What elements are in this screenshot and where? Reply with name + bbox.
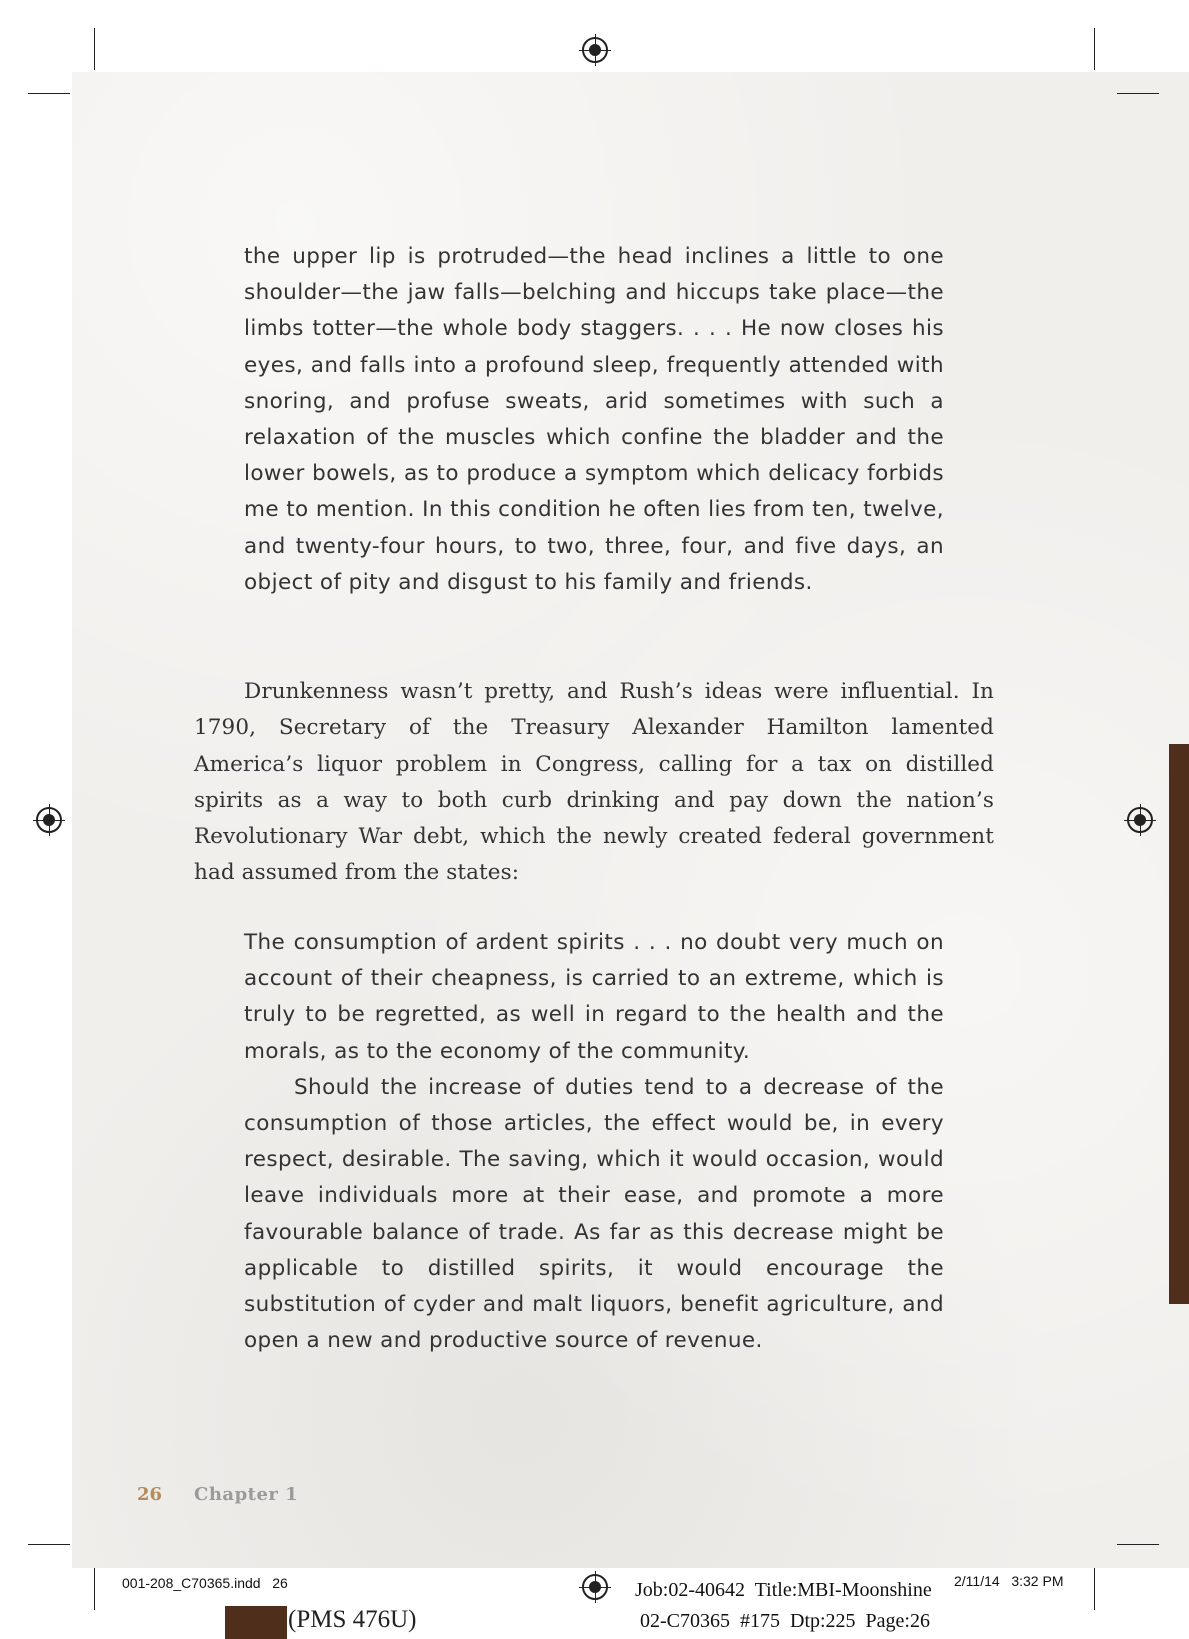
crop-mark-bottom-right-horizontal bbox=[1117, 1544, 1159, 1545]
registration-mark-icon bbox=[1127, 807, 1153, 833]
crop-mark-top-right-vertical bbox=[1094, 28, 1095, 70]
crop-mark-bottom-left-vertical bbox=[94, 1568, 95, 1610]
block-quote-hamilton bbox=[244, 925, 944, 1359]
registration-mark-icon bbox=[582, 1574, 608, 1600]
color-swatch bbox=[225, 1606, 287, 1639]
slug-job-details: 02-C70365 #175 Dtp:225 Page:26 bbox=[640, 1610, 930, 1632]
quote-paragraph: Should the increase of duties tend to a decrease of the consumption of those articles, the effect would be, in every respect, desirable. The saving, which it would occasion, would leave individuals more at their ease, and promote a more favourable balance of trade. As far as this decrease might be applicable to distilled spirits, it would encourage the substitution of cyder and malt liquors, benefit agriculture, and open a new and productive source of revenue. bbox=[244, 1074, 944, 1354]
crop-mark-bottom-right-vertical bbox=[1094, 1568, 1095, 1610]
page-number: 26 bbox=[137, 1484, 163, 1505]
registration-mark-icon bbox=[582, 37, 608, 63]
slug-job-title: Job:02-40642 Title:MBI-Moonshine bbox=[635, 1579, 932, 1601]
crop-mark-top-left-vertical bbox=[94, 28, 95, 70]
block-quote-rush bbox=[244, 239, 944, 601]
pms-color-label: (PMS 476U) bbox=[288, 1606, 417, 1633]
registration-mark-icon bbox=[36, 807, 62, 833]
crop-mark-top-right-horizontal bbox=[1117, 93, 1159, 94]
quote-paragraph: The consumption of ardent spirits . . . no doubt very much on account of their cheapness, is carried to an extreme, which is truly to be regretted, as well in regard to the health and the morals, as to the economy of the community. bbox=[244, 930, 944, 1064]
quote-paragraph: the upper lip is protruded—the head inclines a little to one shoulder—the jaw falls—belching and hiccups take place—the limbs totter—the whole body staggers. . . . He now closes his eyes, and falls into a profound sleep, frequently attended with snoring, and profuse sweats, arid sometimes with such a relaxation of the muscles which confine the bladder and the lower bowels, as to produce a symptom which delicacy forbids me to mention. In this condition he often lies from ten, twelve, and twenty-four hours, to two, three, four, and five days, an object of pity and disgust to his family and friends. bbox=[244, 244, 944, 595]
crop-mark-top-left-horizontal bbox=[28, 93, 70, 94]
chapter-label: Chapter 1 bbox=[194, 1484, 299, 1505]
body-paragraph: Drunkenness wasn’t pretty, and Rush’s ideas were influential. In 1790, Secretary of the Treasury Alexander Hamilton lamented America’s liquor problem in Congress, calling for a tax on distilled spirits as a way to both curb drinking and pay down the nation’s Revolutionary War debt, which the newly created federal government had assumed from the states: bbox=[194, 679, 994, 886]
slug-date: 2/11/14 3:32 PM bbox=[954, 1573, 1064, 1589]
chapter-edge-tab bbox=[1169, 744, 1189, 1304]
slug-file-name: 001-208_C70365.indd 26 bbox=[122, 1575, 288, 1591]
crop-mark-bottom-left-horizontal bbox=[28, 1544, 70, 1545]
